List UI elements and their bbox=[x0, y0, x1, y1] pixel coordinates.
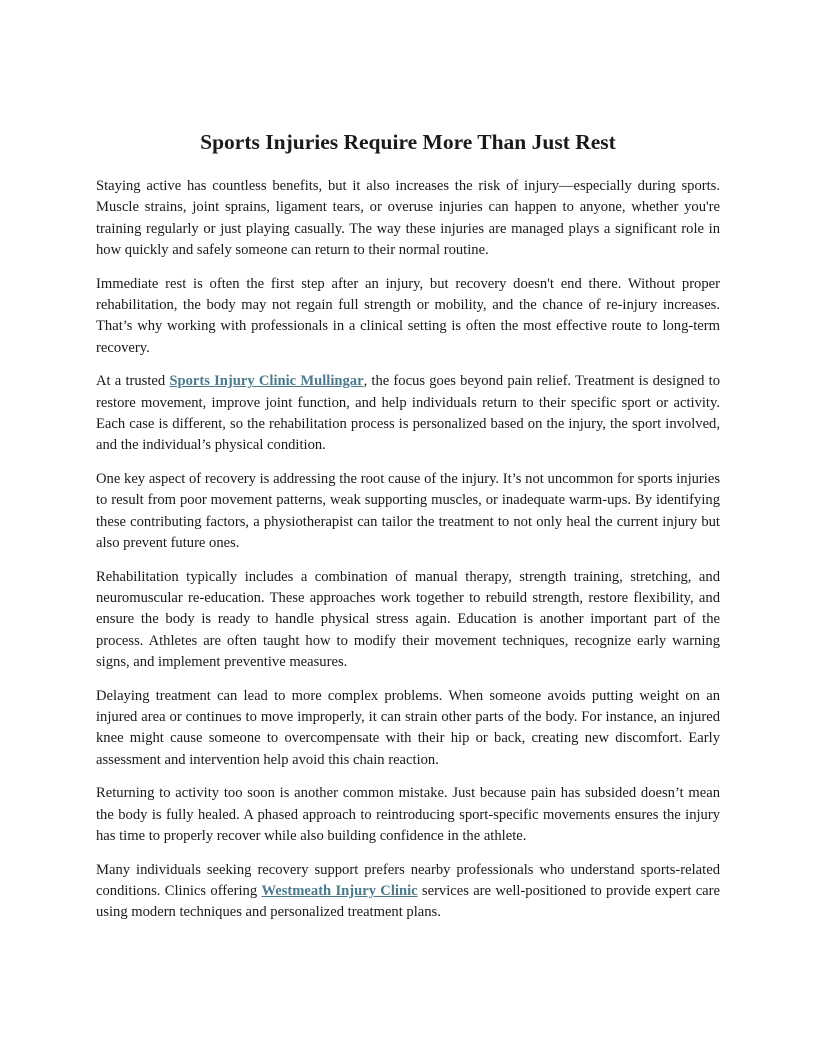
paragraph-7: Returning to activity too soon is another common mistake. Just because pain has subsided doesn’t mean the body is fully healed. A phased approach to reintroducing sport-specific movements ensures the injury has time to properly recover while also building confidence in the athlete. bbox=[96, 785, 720, 845]
document-page bbox=[96, 127, 720, 936]
paragraph-1: Staying active has countless benefits, but it also increases the risk of injury—especially during sports. Muscle strains, joint sprains, ligament tears, or overuse injuries can happen to anyone, whether you're training regularly or just playing casually. The way these injuries are managed plays a significant role in how quickly and safely someone can return to their normal routine. bbox=[96, 178, 720, 258]
paragraph-2: Immediate rest is often the first step after an injury, but recovery doesn't end there. Without proper rehabilitation, the body may not regain full strength or mobility, and the chance of re-injury increases. That’s why working with professionals in a clinical setting is often the most effective route to long-term recovery. bbox=[96, 275, 720, 356]
paragraph-6: Delaying treatment can lead to more complex problems. When someone avoids putting weight on an injured area or continues to move improperly, it can strain other parts of the body. For instance, an injured knee might cause someone to overcompensate with their hip or back, creating new discomfort. Early assessment and intervention help avoid this chain reaction. bbox=[96, 687, 720, 768]
westmeath-injury-clinic-link[interactable]: Westmeath Injury Clinic bbox=[261, 883, 418, 900]
sports-injury-clinic-mullingar-link[interactable]: Sports Injury Clinic Mullingar bbox=[169, 373, 364, 390]
page-title: Sports Injuries Require More Than Just Rest bbox=[200, 130, 616, 154]
paragraph-5: Rehabilitation typically includes a combination of manual therapy, strength training, stretching, and neuromuscular re-education. These approaches work together to rebuild strength, restore flexibility, and ensure the body is ready to handle physical stress again. Education is another important part of the process. Athletes are often taught how to modify their movement techniques, recognize early warning signs, and implement preventive measures. bbox=[96, 568, 720, 670]
paragraph-4: One key aspect of recovery is addressing the root cause of the injury. It’s not uncommon for sports injuries to result from poor movement patterns, weak supporting muscles, or inadequate warm-ups. By identifying these contributing factors, a physiotherapist can tailor the treatment to not only heal the current injury but also prevent future ones. bbox=[96, 471, 720, 551]
paragraph-3 bbox=[96, 371, 720, 456]
paragraph-8-text-after: services are well-positioned to provide expert care using modern techniques and personalized treatment plans. bbox=[96, 883, 720, 921]
paragraph-3-text-before: At a trusted bbox=[96, 373, 170, 390]
paragraph-3-text-after: , the focus goes beyond pain relief. Treatment is designed to restore movement, improve joint function, and help individuals return to their specific sport or activity. Each case is different, so the rehabilitation process is personalized based on the injury, the sport involved, and the individual’s physical condition. bbox=[96, 373, 720, 454]
paragraph-8 bbox=[96, 860, 720, 924]
paragraph-8-text-before: Many individuals seeking recovery support prefers nearby professionals who understand sports-related conditions. Clinics offering bbox=[96, 861, 720, 900]
